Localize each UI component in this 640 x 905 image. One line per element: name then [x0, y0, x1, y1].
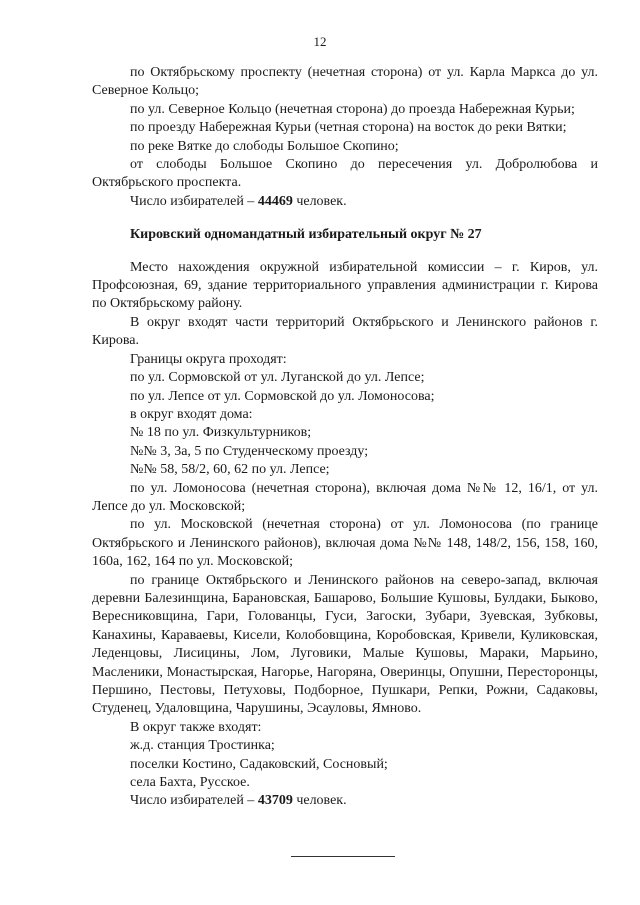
voters-count-line	[92, 792, 598, 810]
boundary-line: по ул. Северное Кольцо (нечетная сторона) до проезда Набережная Курьи;	[130, 101, 575, 117]
boundary-line: по границе Октябрьского и Ленинского районов на северо-запад, включая деревни Балезинщина, Барановская, Башарово, Большие Кушовы, Булдаки, Быково, Вересниковщина, Гари, Голованцы, Гуси, Загоски, Зубари, Зуевская, Зубковы, Канахины, Караваевы, Кисели, Колобовщина, Коробовская, Кривели, Куликовская, Леденцовы, Лисицины, Лом, Луговики, Малые Кушовы, Мараки, Марьино, Масленики, Монастырская, Нагорье, Нагоряна, Оверинцы, Опушни, Пересторонцы, Першино, Пестовы, Петуховы, Подборное, Пушкари, Репки, Рожни, Садаковы, Студенец, Удаловщина, Чарушины, Эсауловы, Ямново.	[92, 572, 598, 717]
voters-label: Число избирателей –	[130, 793, 258, 809]
boundary-line: по ул. Сормовской от ул. Луганской до ул. Лепсе;	[130, 370, 425, 386]
boundary-line: по ул. Ломоносова (нечетная сторона), включая дома №№ 12, 16/1, от ул. Лепсе до ул. Московской;	[92, 480, 598, 514]
page-number: 12	[313, 34, 327, 49]
boundary-line: по реке Вятке до слободы Большое Скопино;	[130, 138, 399, 154]
voters-number: 44469	[257, 193, 293, 209]
footer-divider	[291, 856, 395, 857]
voters-count-line	[92, 193, 598, 211]
voters-unit: человек.	[292, 193, 347, 209]
boundary-line: по ул. Московской (нечетная сторона) от ул. Ломоносова (по границе Октябрьского и Ленинского районов), включая дома №№ 148, 148/2, 156, 158, 160, 160а, 162, 164 по ул. Московской;	[92, 517, 598, 570]
boundary-line: в округ входят дома:	[130, 406, 253, 422]
district-heading: Кировский одномандатный избирательный округ № 27	[130, 227, 482, 243]
boundary-line: № 18 по ул. Физкультурников;	[130, 425, 312, 441]
also-item: поселки Костино, Садаковский, Сосновый;	[130, 756, 388, 772]
also-intro: В округ также входят:	[130, 719, 262, 735]
voters-label: Число избирателей –	[130, 193, 258, 209]
also-item: села Бахта, Русское.	[130, 775, 250, 791]
boundary-line: №№ 58, 58/2, 60, 62 по ул. Лепсе;	[130, 462, 330, 478]
boundary-line: №№ 3, 3а, 5 по Студенческому проезду;	[130, 443, 369, 459]
boundary-line: по проезду Набережная Курьи (четная сторона) на восток до реки Вятки;	[130, 120, 567, 136]
also-item: ж.д. станция Тростинка;	[130, 738, 275, 754]
commission-location: Место нахождения окружной избирательной комиссии – г. Киров, ул. Профсоюзная, 69, здание территориального управления администрации г. Кирова по Октябрьскому району.	[92, 259, 598, 312]
boundaries-intro: Границы округа проходят:	[130, 351, 287, 367]
district-territory: В округ входят части территорий Октябрьского и Ленинского районов г. Кирова.	[92, 314, 598, 349]
boundary-line: по ул. Лепсе от ул. Сормовской до ул. Ломоносова;	[130, 388, 435, 404]
document-body	[92, 64, 598, 811]
voters-unit: человек.	[292, 793, 347, 809]
boundary-line: по Октябрьскому проспекту (нечетная сторона) от ул. Карла Маркса до ул. Северное Кольцо;	[92, 65, 598, 99]
voters-number: 43709	[257, 793, 293, 809]
boundary-line: от слободы Большое Скопино до пересечения ул. Добролюбова и Октябрьского проспекта.	[92, 157, 598, 191]
